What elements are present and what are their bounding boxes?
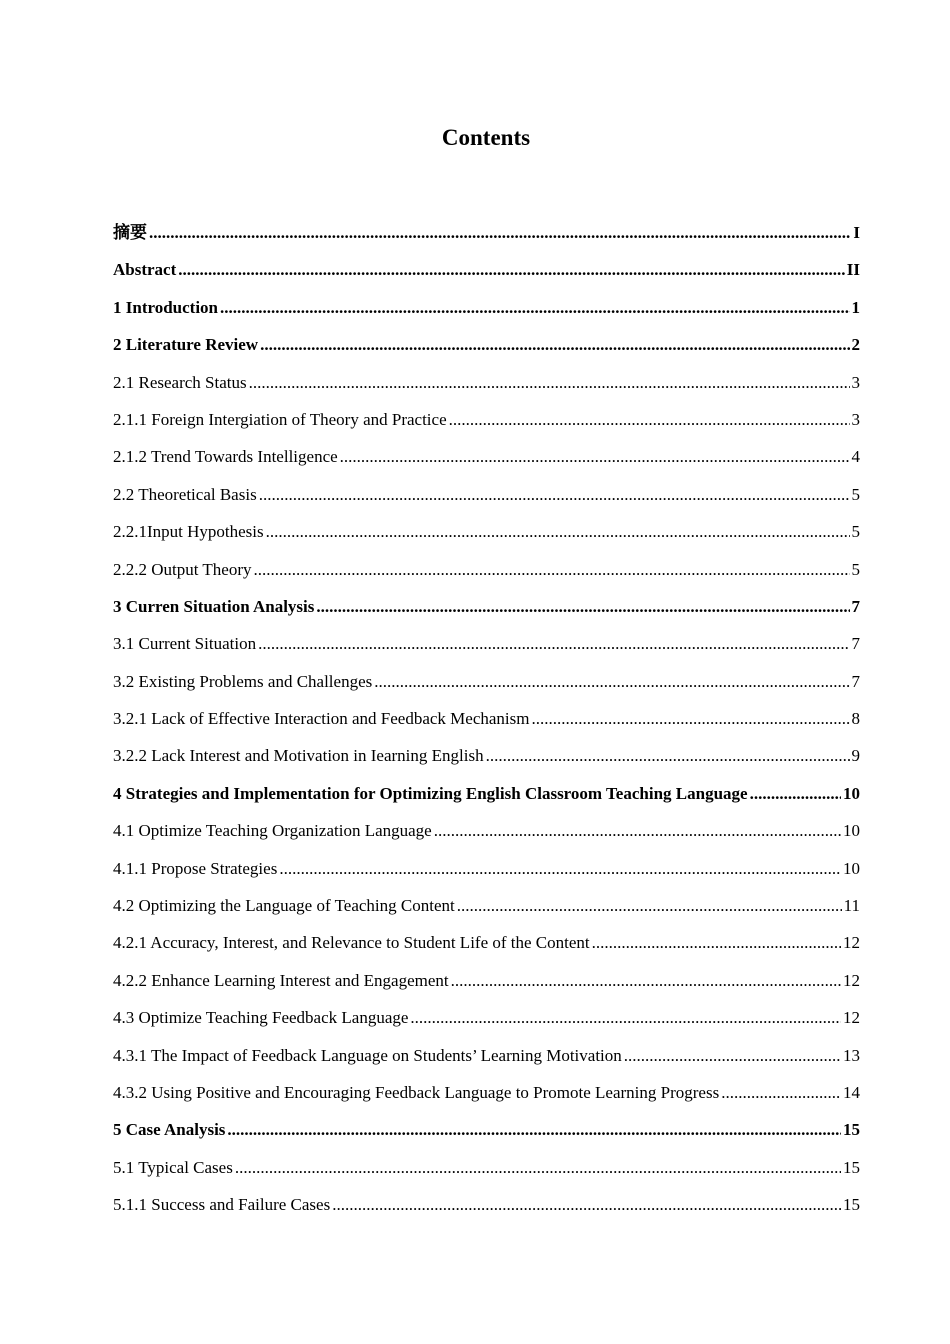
page-title: Contents (441, 125, 531, 150)
toc-entry[interactable] (113, 1186, 860, 1223)
toc-entry-label: 3 Curren Situation Analysis (113, 596, 315, 616)
toc-entry-page: 14 (843, 1082, 860, 1102)
toc-entry-page: 3 (851, 372, 860, 392)
toc-entry[interactable] (113, 513, 860, 550)
toc-entry-label: 2.2.1Input Hypothesis (113, 522, 264, 542)
toc-entry[interactable] (113, 663, 860, 700)
toc-entry[interactable] (113, 924, 860, 961)
toc-dot-leader (178, 251, 845, 288)
toc-entry[interactable] (113, 401, 860, 438)
toc-entry[interactable] (113, 625, 860, 662)
toc-dot-leader (410, 999, 841, 1036)
toc-entry-label: 1 Introduction (113, 297, 219, 317)
toc-entry[interactable] (113, 1074, 860, 1111)
toc-entry-page: 8 (851, 709, 860, 729)
toc-entry-page: 4 (851, 447, 860, 467)
toc-entry[interactable] (113, 214, 860, 251)
toc-entry[interactable] (113, 999, 860, 1036)
toc-entry-page: 11 (843, 896, 860, 916)
toc-entry-page: 9 (851, 746, 860, 766)
toc-entry[interactable] (113, 1149, 860, 1186)
toc-entry-page: 5 (851, 559, 860, 579)
toc-entry[interactable] (113, 775, 860, 812)
toc-dot-leader (451, 962, 841, 999)
toc-dot-leader (260, 326, 849, 363)
toc-dot-leader (249, 364, 850, 401)
toc-entry-page: 10 (843, 821, 860, 841)
toc-dot-leader (316, 588, 849, 625)
toc-entry[interactable] (113, 850, 860, 887)
toc-dot-leader (259, 476, 850, 513)
toc-entry[interactable] (113, 289, 860, 326)
toc-entry[interactable] (113, 737, 860, 774)
toc-entry[interactable] (113, 551, 860, 588)
toc-entry-page: 5 (851, 522, 860, 542)
toc-entry-label: 4.2 Optimizing the Language of Teaching Content (113, 896, 455, 916)
toc-dot-leader (750, 775, 841, 812)
toc-entry-label: 3.1 Current Situation (113, 634, 257, 654)
toc-entry-label: Abstract (113, 260, 177, 280)
toc-entry-page: 7 (851, 634, 860, 654)
toc-entry[interactable] (113, 251, 860, 288)
toc-entry-label: 4.3.2 Using Positive and Encouraging Feedback Language to Promote Learning Progress (113, 1082, 720, 1102)
toc-entry[interactable] (113, 588, 860, 625)
toc-dot-leader (624, 1037, 841, 1074)
toc-dot-leader (279, 850, 841, 887)
toc-entry-label: 2.1.1 Foreign Intergiation of Theory and Practice (113, 409, 447, 429)
toc-dot-leader (220, 289, 849, 326)
toc-entry-label: 4.1.1 Propose Strategies (113, 858, 278, 878)
toc-entry[interactable] (113, 326, 860, 363)
toc-entry-page: 10 (843, 858, 860, 878)
toc-entry-label: 2.2 Theoretical Basis (113, 484, 257, 504)
toc-entry-page: 5 (851, 484, 860, 504)
toc-entry-page: 7 (851, 596, 860, 616)
toc-entry-label: 4 Strategies and Implementation for Optimizing English Classroom Teaching Language (113, 783, 748, 803)
toc-entry-label: 4.3 Optimize Teaching Feedback Language (113, 1008, 409, 1028)
toc-entry-label: 2.2.2 Output Theory (113, 559, 252, 579)
toc-entry-label: 4.3.1 The Impact of Feedback Language on Students’ Learning Motivation (113, 1045, 622, 1065)
toc-entry-page: 13 (843, 1045, 860, 1065)
toc-dot-leader (227, 1111, 841, 1148)
toc-entry-label: 2 Literature Review (113, 335, 259, 355)
toc-dot-leader (258, 625, 849, 662)
toc-dot-leader (457, 887, 842, 924)
toc-entry-page: 7 (851, 671, 860, 691)
toc-entry-page: II (846, 260, 860, 280)
toc-entry[interactable] (113, 438, 860, 475)
toc-entry-page: 12 (843, 970, 860, 990)
toc-entry-page: 15 (843, 1120, 860, 1140)
toc-entry-page: 12 (843, 933, 860, 953)
toc-entry-page: 12 (843, 1008, 860, 1028)
toc-dot-leader (149, 214, 851, 251)
toc-entry-page: 2 (851, 335, 860, 355)
toc-entry-label: 3.2.2 Lack Interest and Motivation in Iearning English (113, 746, 484, 766)
toc-entry-label: 5.1.1 Success and Failure Cases (113, 1195, 331, 1215)
toc-entry[interactable] (113, 364, 860, 401)
toc-dot-leader (374, 663, 849, 700)
toc-entry-label: 3.2.1 Lack of Effective Interaction and Feedback Mechanism (113, 709, 530, 729)
toc-dot-leader (592, 924, 841, 961)
toc-dot-leader (721, 1074, 841, 1111)
toc-entry-page: I (853, 223, 860, 242)
toc-entry-label: 摘要 (113, 223, 147, 242)
toc-entry-label: 2.1.2 Trend Towards Intelligence (113, 447, 338, 467)
toc-dot-leader (332, 1186, 841, 1223)
toc-dot-leader (235, 1149, 841, 1186)
toc-entry-label: 4.2.1 Accuracy, Interest, and Relevance to Student Life of the Content (113, 933, 590, 953)
toc-dot-leader (486, 737, 850, 774)
toc-entry-page: 1 (851, 297, 860, 317)
toc-entry-label: 4.1 Optimize Teaching Organization Language (113, 821, 432, 841)
toc-entry-label: 2.1 Research Status (113, 372, 247, 392)
toc-entry[interactable] (113, 1111, 860, 1148)
toc-dot-leader (449, 401, 850, 438)
toc-dot-leader (340, 438, 850, 475)
toc-entry-label: 5.1 Typical Cases (113, 1157, 233, 1177)
toc-entry[interactable] (113, 1037, 860, 1074)
toc-entry[interactable] (113, 812, 860, 849)
toc-entry[interactable] (113, 700, 860, 737)
toc-entry[interactable] (113, 887, 860, 924)
toc-entry[interactable] (113, 476, 860, 513)
toc-dot-leader (266, 513, 850, 550)
toc-entry[interactable] (113, 962, 860, 999)
toc-dot-leader (254, 551, 850, 588)
toc-entry-label: 5 Case Analysis (113, 1120, 226, 1140)
toc-dot-leader (532, 700, 850, 737)
toc-dot-leader (434, 812, 841, 849)
toc-entry-label: 3.2 Existing Problems and Challenges (113, 671, 373, 691)
toc-entry-page: 15 (843, 1195, 860, 1215)
toc-entry-page: 15 (843, 1157, 860, 1177)
toc-entry-page: 10 (843, 783, 860, 803)
table-of-contents (113, 214, 860, 1224)
toc-entry-label: 4.2.2 Enhance Learning Interest and Engagement (113, 970, 449, 990)
toc-entry-page: 3 (851, 409, 860, 429)
